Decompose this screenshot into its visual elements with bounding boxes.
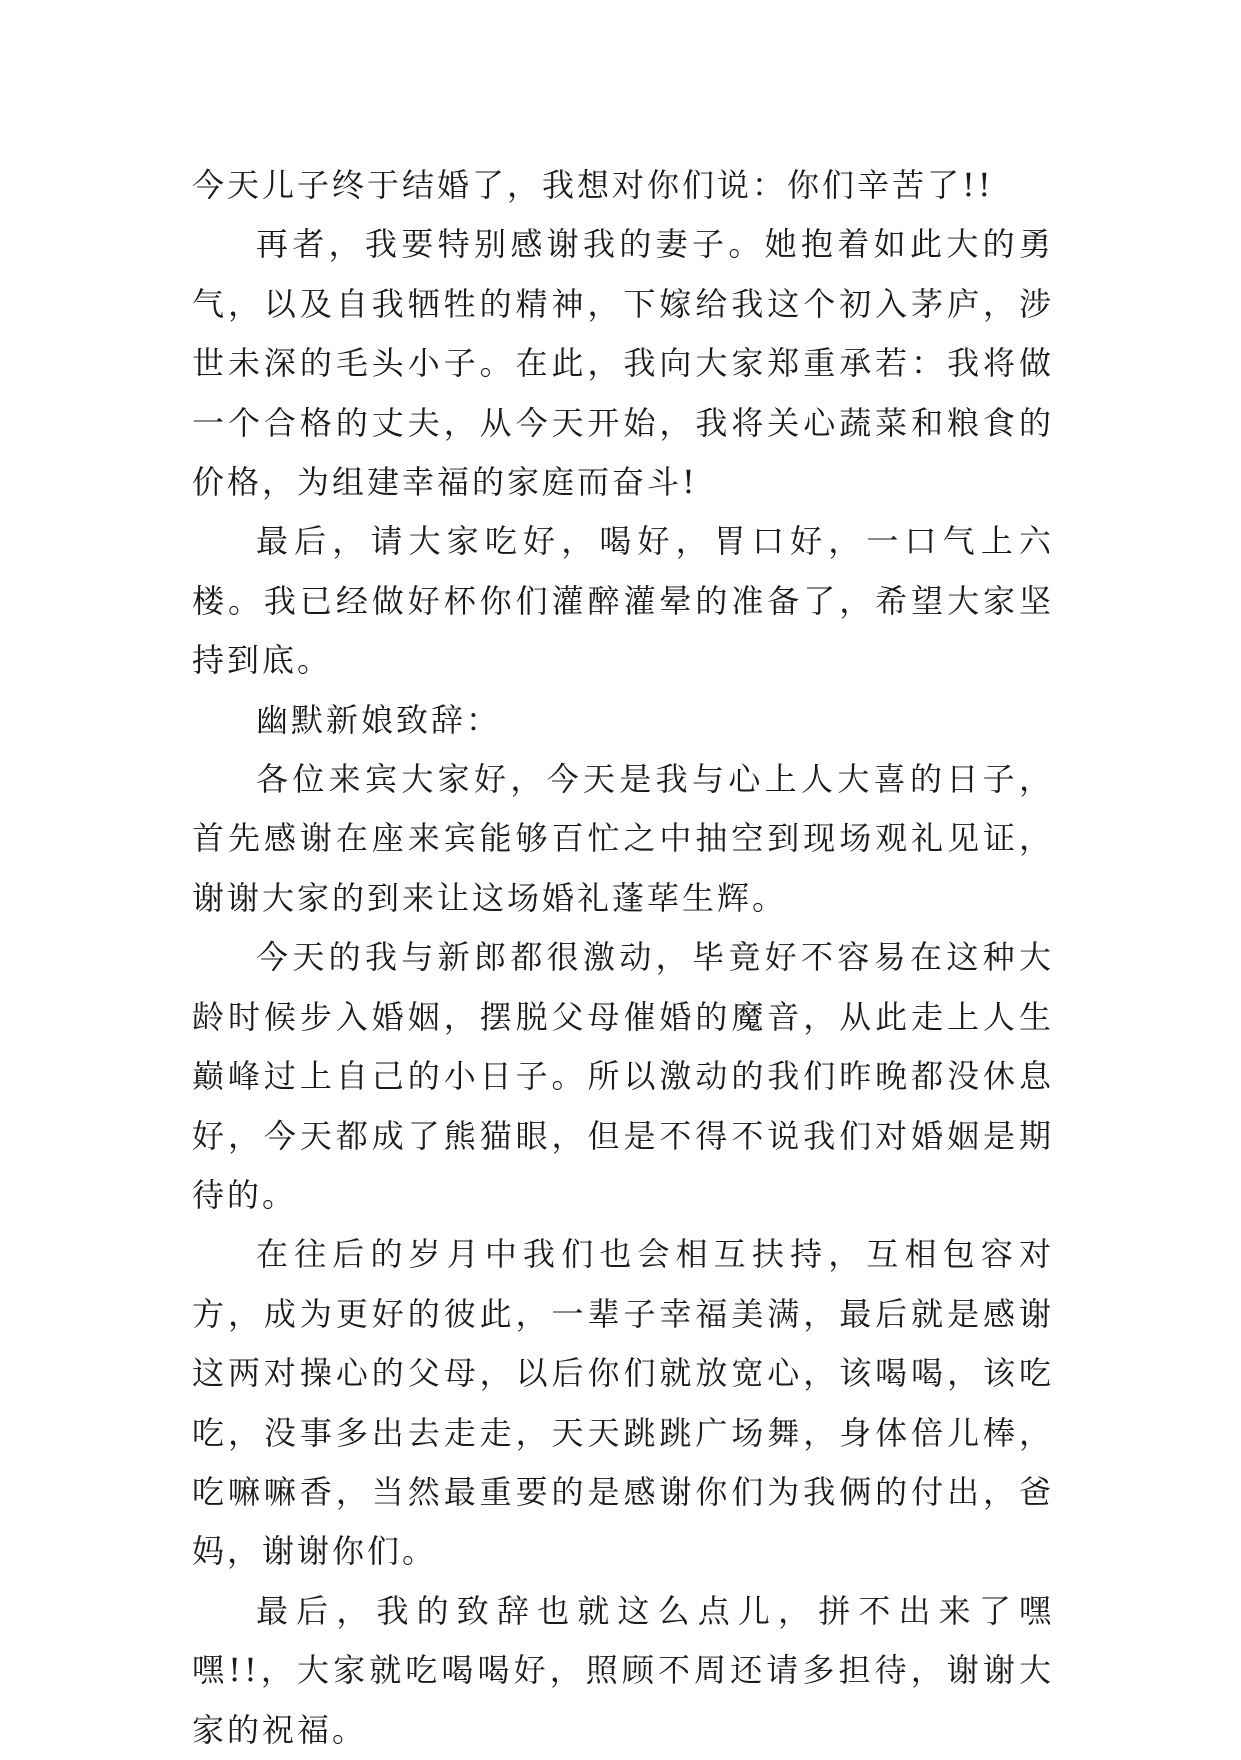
document-body: [192, 156, 1054, 1760]
paragraph-7: 在往后的岁月中我们也会相互扶持，互相包容对方，成为更好的彼此，一辈子幸福美满，最后就是感谢这两对操心的父母，以后你们就放宽心，该喝喝，该吃吃，没事多出去走走，天天跳跳广场舞，身体倍儿棒，吃嘛嘛香，当然最重要的是感谢你们为我俩的付出，爸妈，谢谢你们。: [192, 1235, 1054, 1571]
paragraph-4-heading: 幽默新娘致辞：: [256, 700, 502, 739]
paragraph-3: 最后，请大家吃好，喝好，胃口好，一口气上六楼。我已经做好杯你们灌醉灌晕的准备了，希望大家坚持到底。: [192, 522, 1054, 680]
paragraph-5: 各位来宾大家好，今天是我与心上人大喜的日子，首先感谢在座来宾能够百忙之中抽空到现场观礼见证，谢谢大家的到来让这场婚礼蓬荜生辉。: [192, 760, 1054, 917]
paragraph-1: 今天儿子终于结婚了，我想对你们说：你们辛苦了!!: [192, 166, 994, 204]
paragraph-6: 今天的我与新郎都很激动，毕竟好不容易在这种大龄时候步入婚姻，摆脱父母催婚的魔音，从此走上人生巅峰过上自己的小日子。所以激动的我们昨晚都没休息好，今天都成了熊猫眼，但是不得不说我们对婚姻是期待的。: [192, 938, 1054, 1214]
paragraph-2: 再者，我要特别感谢我的妻子。她抱着如此大的勇气，以及自我牺牲的精神，下嫁给我这个初入茅庐，涉世未深的毛头小子。在此，我向大家郑重承若：我将做一个合格的丈夫，从今天开始，我将关心蔬菜和粮食的价格，为组建幸福的家庭而奋斗!: [192, 225, 1054, 502]
paragraph-8: 最后，我的致辞也就这么点儿，拼不出来了嘿嘿!!，大家就吃喝喝好，照顾不周还请多担待，谢谢大家的祝福。: [192, 1591, 1054, 1749]
